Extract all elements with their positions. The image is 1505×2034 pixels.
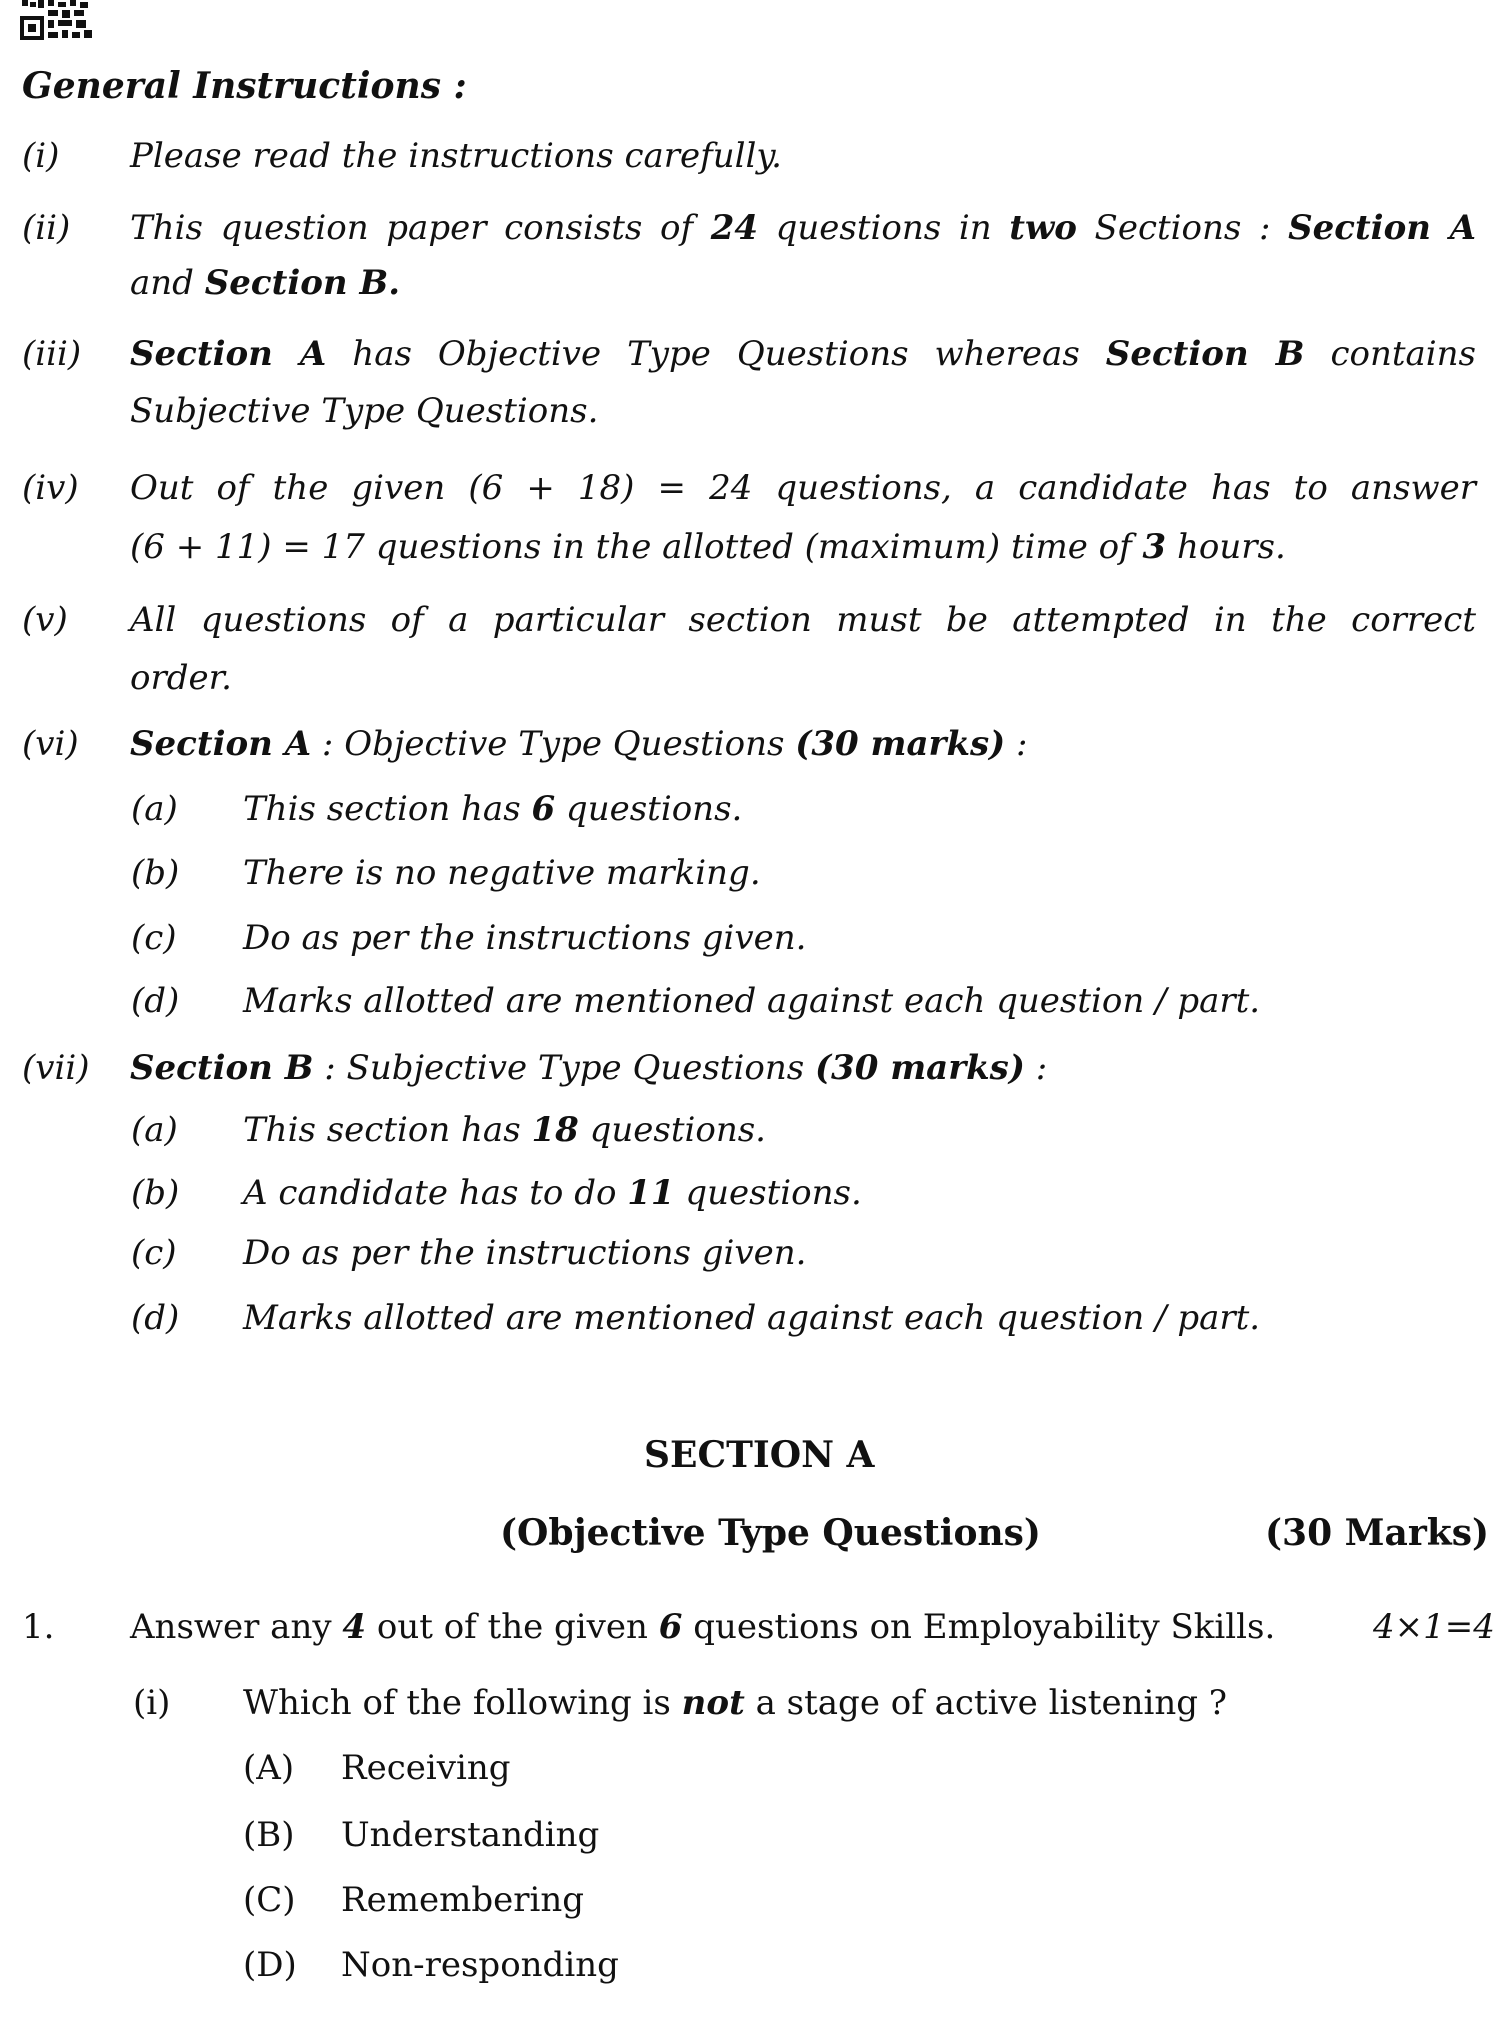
text-run: : Subjective Type Questions xyxy=(313,1048,815,1088)
instruction-text xyxy=(130,334,1476,374)
text-run: Do as per the instructions given. xyxy=(243,1233,807,1273)
instruction-text xyxy=(130,600,1476,640)
bold-text: 24 xyxy=(710,208,759,248)
section-a-subheading: (Objective Type Questions) xyxy=(500,1512,1041,1554)
text-run: (6 + 11) = 17 questions in the allotted (maximum) time of xyxy=(130,527,1143,567)
sub-instruction-label: (d) xyxy=(131,1298,180,1338)
bold-text: (30 marks) xyxy=(814,1048,1025,1088)
question-1-marks: 4×1=4 xyxy=(1373,1607,1495,1647)
text-run: Answer any xyxy=(130,1607,343,1647)
option-a-label: (A) xyxy=(243,1748,295,1788)
instruction-number: (vii) xyxy=(22,1048,90,1088)
sub-instruction-text xyxy=(243,1233,806,1273)
bold-text: Section B xyxy=(1105,334,1305,374)
qr-code-icon xyxy=(20,0,94,42)
text-run: Do as per the instructions given. xyxy=(243,918,807,958)
sub-instruction-text xyxy=(243,918,806,958)
text-run: Subjective Type Questions. xyxy=(130,391,599,431)
text-run: hours. xyxy=(1166,527,1286,567)
option-b-label: (B) xyxy=(243,1815,295,1855)
text-run: This question paper consists of xyxy=(130,208,711,248)
instruction-text xyxy=(130,136,782,176)
text-run: Please read the instructions carefully. xyxy=(130,136,782,176)
text-run: out of the given xyxy=(366,1607,659,1647)
sub-instruction-text xyxy=(243,853,761,893)
text-run: All questions of a particular section must be attempted in the correct xyxy=(130,600,1476,640)
instruction-text xyxy=(130,468,1476,508)
bold-text: Section B xyxy=(130,1048,314,1088)
text-run: Out of the given (6 + 18) = 24 questions, a candidate has to answer xyxy=(130,468,1476,508)
section-a-marks: (30 Marks) xyxy=(1265,1512,1490,1554)
bold-text: 6 xyxy=(658,1607,683,1647)
instruction-text xyxy=(130,391,598,431)
sub-question-label: (i) xyxy=(133,1683,171,1723)
text-run: questions. xyxy=(555,789,743,829)
bold-text: (30 marks) xyxy=(795,724,1006,764)
sub-instruction-label: (b) xyxy=(131,1173,180,1213)
text-run: a stage of active listening ? xyxy=(744,1683,1228,1723)
text-run: contains xyxy=(1304,334,1477,374)
section-a-heading: SECTION A xyxy=(644,1434,875,1476)
sub-question-prompt xyxy=(243,1683,1227,1723)
sub-instruction-text xyxy=(243,789,742,829)
text-run: Marks allotted are mentioned against each question / part. xyxy=(243,1298,1261,1338)
sub-instruction-label: (a) xyxy=(131,789,178,829)
instruction-text xyxy=(130,658,232,698)
sub-instruction-label: (a) xyxy=(131,1110,178,1150)
option-c-text[interactable]: Remembering xyxy=(341,1880,584,1920)
instruction-number: (i) xyxy=(22,136,60,176)
instruction-number: (v) xyxy=(22,600,68,640)
bold-text: 18 xyxy=(531,1110,579,1150)
text-run: : Objective Type Questions xyxy=(311,724,796,764)
sub-instruction-label: (c) xyxy=(131,1233,177,1273)
option-c-label: (C) xyxy=(243,1880,296,1920)
sub-instruction-label: (b) xyxy=(131,853,180,893)
text-run: : xyxy=(1005,724,1028,764)
text-run: : xyxy=(1024,1048,1048,1088)
bold-text: 6 xyxy=(531,789,556,829)
general-instructions-title: General Instructions : xyxy=(22,65,467,107)
text-run: has Objective Type Questions whereas xyxy=(326,334,1106,374)
instruction-number: (iii) xyxy=(22,334,82,374)
bold-text: Section A xyxy=(130,334,327,374)
bold-text: two xyxy=(1009,208,1077,248)
instruction-text xyxy=(130,527,1286,567)
bold-text: 11 xyxy=(627,1173,675,1213)
instruction-number: (ii) xyxy=(22,208,71,248)
sub-instruction-text xyxy=(243,981,1260,1021)
instruction-number: (iv) xyxy=(22,468,79,508)
question-1-number: 1. xyxy=(22,1607,55,1647)
instruction-text xyxy=(130,1048,1047,1088)
sub-instruction-text xyxy=(243,1173,862,1213)
instruction-text xyxy=(130,263,400,303)
instruction-number: (vi) xyxy=(22,724,79,764)
question-1-prompt xyxy=(130,1607,1275,1647)
instruction-text xyxy=(130,208,1476,248)
option-b-text[interactable]: Understanding xyxy=(341,1815,600,1855)
text-run: There is no negative marking. xyxy=(243,853,761,893)
text-run: This section has xyxy=(243,1110,532,1150)
sub-instruction-label: (c) xyxy=(131,918,177,958)
bold-text: 3 xyxy=(1142,527,1167,567)
bold-text: Section A xyxy=(130,724,312,764)
sub-instruction-text xyxy=(243,1298,1260,1338)
text-run: and xyxy=(130,263,205,303)
option-d-text[interactable]: Non-responding xyxy=(341,1945,619,1985)
text-run: A candidate has to do xyxy=(243,1173,628,1213)
text-run: Which of the following is xyxy=(243,1683,682,1723)
text-run: Sections : xyxy=(1076,208,1289,248)
option-a-text[interactable]: Receiving xyxy=(341,1748,511,1788)
option-d-label: (D) xyxy=(243,1945,297,1985)
text-run: Marks allotted are mentioned against each question / part. xyxy=(243,981,1261,1021)
bold-text: Section B. xyxy=(204,263,401,303)
text-run: order. xyxy=(130,658,232,698)
sub-instruction-text xyxy=(243,1110,766,1150)
instruction-text xyxy=(130,724,1028,764)
text-run: This section has xyxy=(243,789,532,829)
text-run: questions. xyxy=(674,1173,862,1213)
bold-text: not xyxy=(681,1683,745,1723)
text-run: questions on Employability Skills. xyxy=(682,1607,1276,1647)
text-run: questions. xyxy=(578,1110,766,1150)
bold-text: 4 xyxy=(342,1607,367,1647)
sub-instruction-label: (d) xyxy=(131,981,180,1021)
bold-text: Section A xyxy=(1288,208,1477,248)
text-run: questions in xyxy=(758,208,1010,248)
